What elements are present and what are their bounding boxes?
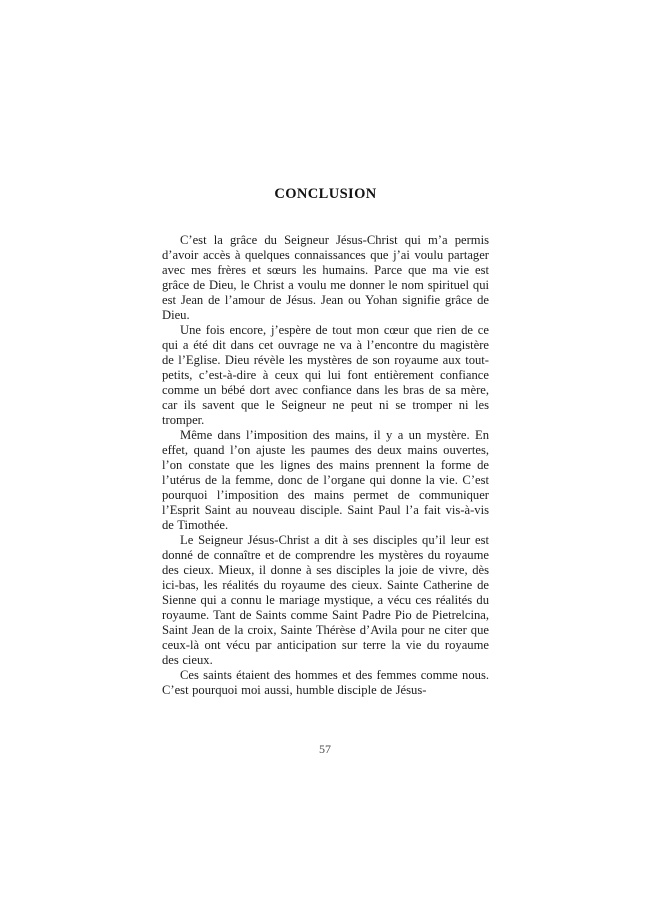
paragraphs xyxy=(162,233,489,698)
chapter-title: CONCLUSION xyxy=(274,186,377,202)
page-number: 57 xyxy=(319,742,331,756)
paragraph: Même dans l’imposition des mains, il y a un mystère. En effet, quand l’on ajuste les paumes des deux mains ouvertes, l’on constate que les lignes des mains prennent la forme de l’utérus de la femme, donc de l’organe qui donne la vie. C’est pourquoi l’imposition des mains permet de communiquer l’Esprit Saint au nouveau disciple. Saint Paul l’a fait vis-à-vis de Timothée. xyxy=(162,428,489,532)
paragraph: Une fois encore, j’espère de tout mon cœur que rien de ce qui a été dit dans cet ouvrage ne va à l’encontre du magistère de l’Eglise. Dieu révèle les mystères de son royaume aux tout-petits, c’est-à-dire à ceux qui lui font entièrement confiance comme un bébé dort avec confiance dans les bras de sa mère, car ils savent que le Seigneur ne peut ni se tromper ni les tromper. xyxy=(162,323,489,427)
text-block xyxy=(162,186,489,698)
paragraph: Ces saints étaient des hommes et des femmes comme nous. C’est pourquoi moi aussi, humble disciple de Jésus- xyxy=(162,668,489,697)
paragraph: C’est la grâce du Seigneur Jésus-Christ qui m’a permis d’avoir accès à quelques connaissances que j’ai voulu partager avec mes frères et sœurs les humains. Parce que ma vie est grâce de Dieu, le Christ a voulu me donner le nom spirituel qui est Jean de l’amour de Jésus. Jean ou Yohan signifie grâce de Dieu. xyxy=(162,233,489,322)
paragraph: Le Seigneur Jésus-Christ a dit à ses disciples qu’il leur est donné de connaître et de comprendre les mystères du royaume des cieux. Mieux, il donne à ses disciples la joie de vivre, dès ici-bas, les réalités du royaume des cieux. Sainte Catherine de Sienne qui a connu le mariage mystique, a vécu ces réalités du royaume. Tant de Saints comme Saint Padre Pio de Pietrelcina, Saint Jean de la croix, Sainte Thérèse d’Avila pour ne citer que ceux-là ont vécu par anticipation sur terre la vie du royaume des cieux. xyxy=(162,533,489,667)
